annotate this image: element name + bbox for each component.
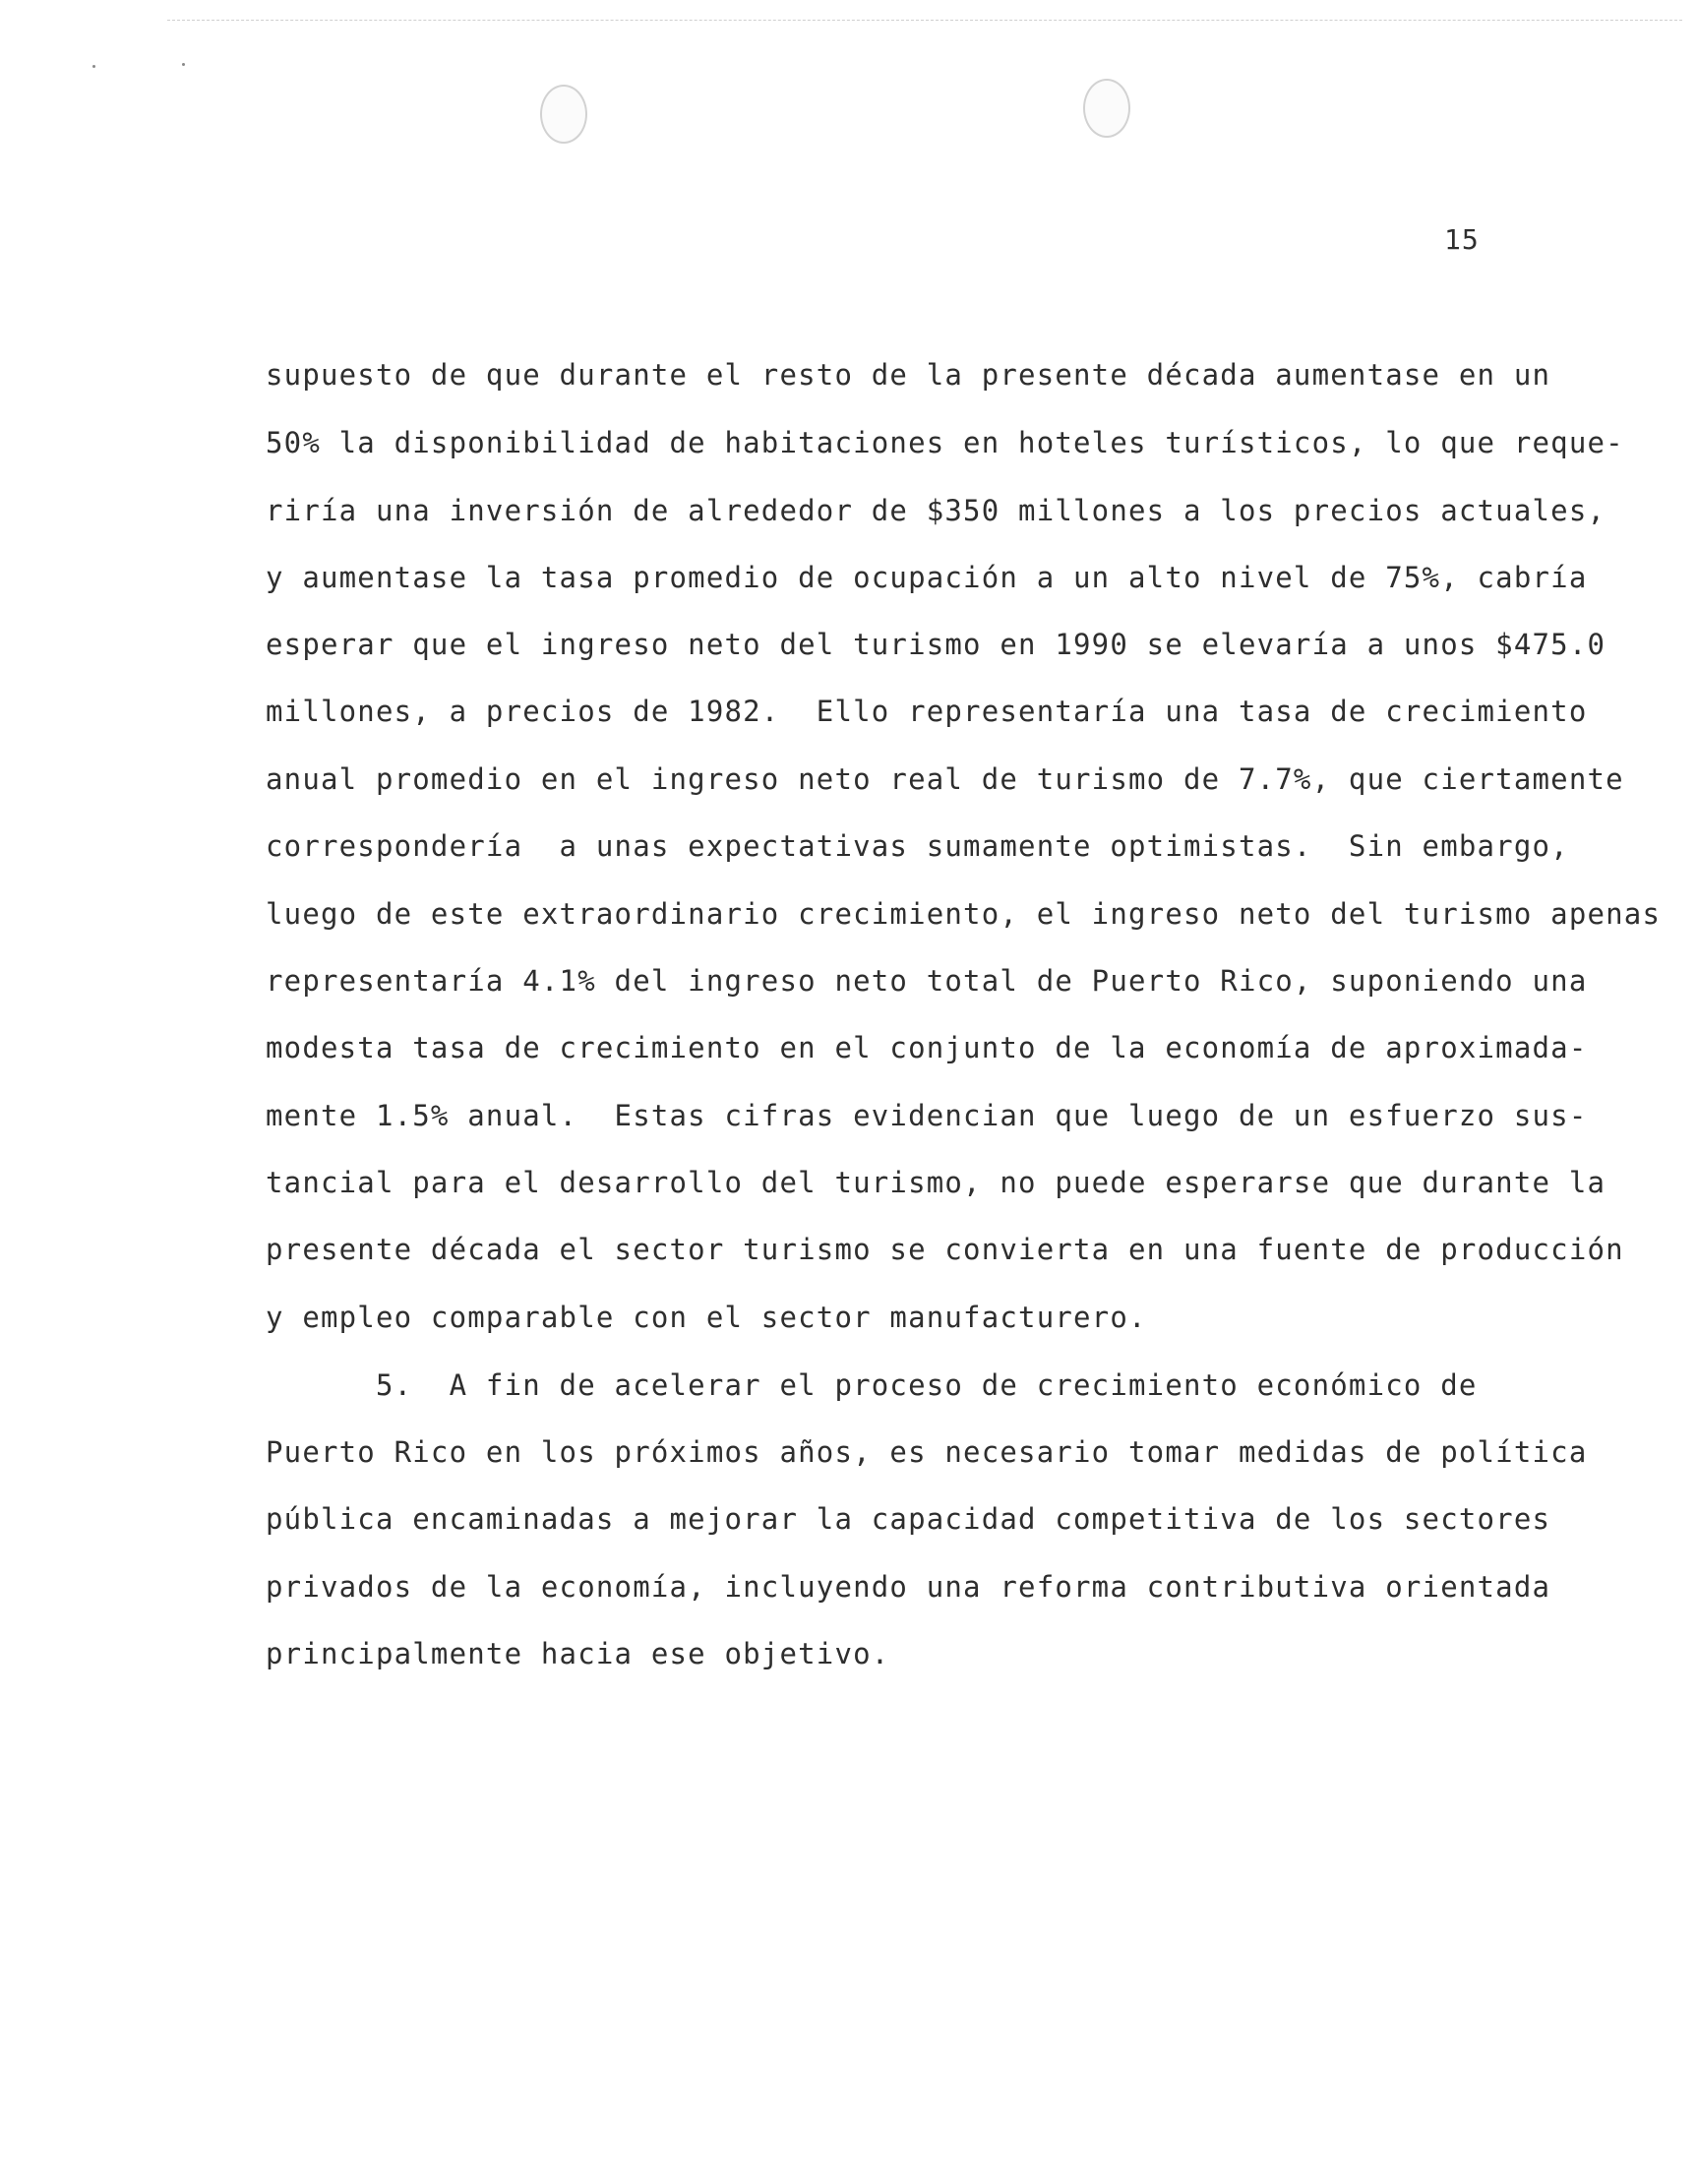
- text-line: anual promedio en el ingreso neto real de turismo de 7.7%, que ciertamente: [266, 762, 1624, 796]
- text-line: representaría 4.1% del ingreso neto total de Puerto Rico, suponiendo una: [266, 964, 1588, 998]
- text-line: privados de la economía, incluyendo una reforma contributiva orientada: [266, 1570, 1551, 1604]
- text-line: correspondería a unas expectativas sumamente optimistas. Sin embargo,: [266, 829, 1569, 863]
- punch-hole-right: [1083, 79, 1130, 138]
- text-line: pública encaminadas a mejorar la capacidad competitiva de los sectores: [266, 1502, 1551, 1536]
- text-line: tancial para el desarrollo del turismo, no puede esperarse que durante la: [266, 1166, 1606, 1199]
- text-line: supuesto de que durante el resto de la presente década aumentase en un: [266, 358, 1551, 392]
- text-line: principalmente hacia ese objetivo.: [266, 1637, 890, 1670]
- text-line: presente década el sector turismo se convierta en una fuente de producción: [266, 1233, 1624, 1266]
- scan-speck: [182, 63, 185, 66]
- text-line: millones, a precios de 1982. Ello representaría una tasa de crecimiento: [266, 695, 1588, 728]
- text-line: modesta tasa de crecimiento en el conjunto de la economía de aproximada-: [266, 1031, 1588, 1064]
- text-line: 50% la disponibilidad de habitaciones en hoteles turísticos, lo que reque-: [266, 426, 1624, 459]
- text-line: esperar que el ingreso neto del turismo en 1990 se elevaría a unos $475.0: [266, 628, 1606, 661]
- text-line: mente 1.5% anual. Estas cifras evidencian que luego de un esfuerzo sus-: [266, 1099, 1588, 1132]
- page-number: 15: [1444, 223, 1480, 256]
- text-line: y empleo comparable con el sector manufacturero.: [266, 1301, 1147, 1334]
- punch-hole-left: [540, 85, 587, 144]
- text-line: Puerto Rico en los próximos años, es necesario tomar medidas de política: [266, 1435, 1588, 1469]
- scan-speck: [92, 65, 95, 68]
- text-line: luego de este extraordinario crecimiento, el ingreso neto del turismo apenas: [266, 897, 1662, 931]
- text-line: y aumentase la tasa promedio de ocupación a un alto nivel de 75%, cabría: [266, 561, 1588, 594]
- text-line: 5. A fin de acelerar el proceso de crecimiento económico de: [266, 1368, 1478, 1402]
- text-line: riría una inversión de alrededor de $350 millones a los precios actuales,: [266, 494, 1606, 527]
- scan-edge-line: [167, 20, 1682, 21]
